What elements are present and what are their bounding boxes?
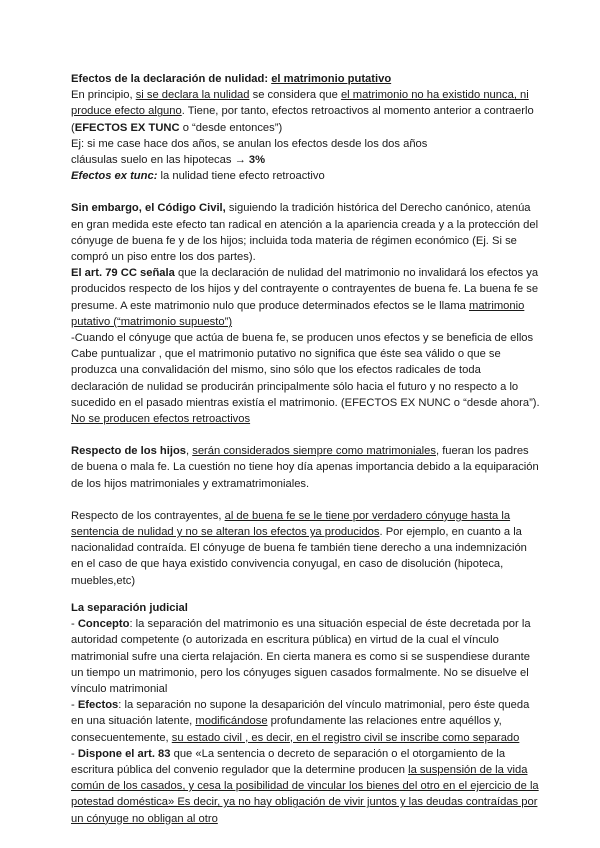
bold-text: Respecto de los hijos	[71, 445, 187, 458]
underlined-text: matrimonio putativo (“matrimonio supuesto”)	[71, 299, 525, 328]
text: la nulidad tiene efecto retroactivo	[157, 170, 325, 183]
spacer	[71, 589, 541, 600]
ex-tunc-definition	[71, 168, 541, 184]
spacer	[71, 427, 541, 443]
bold-text: 3%	[248, 154, 266, 167]
text: Respecto de los contrayentes,	[71, 509, 225, 522]
text: profundamente las relaciones entre aquéllos y, consecuentemente,	[71, 715, 502, 744]
section-title-nulidad	[71, 71, 541, 87]
text: En principio,	[71, 89, 136, 102]
text: -	[71, 618, 78, 631]
underlined-text: serán considerados siempre como matrimoniales	[192, 445, 436, 458]
bold-text: Sin embargo, el Código Civil,	[71, 202, 226, 215]
text: . Por ejemplo, en cuanto a la nacionalidad contraída. El cónyuge de buena fe también tiene derecho a una indemnización en el caso de que haya existido convivencia conyugal, en caso de disolución (hipoteca, muebles,etc)	[71, 526, 527, 587]
paragraph-codigo-civil	[71, 200, 541, 265]
underlined-text: el matrimonio no ha existido nunca, ni produce efecto alguno	[71, 89, 529, 118]
text: , fueran los padres de buena o mala fe. La cuestión no tiene hoy día apenas importancia debido a la equiparación de los hijos matrimoniales y extramatrimoniales.	[71, 445, 539, 490]
underlined-text: modificándose	[195, 715, 268, 728]
bold-text: El art. 79 CC señala	[71, 267, 175, 280]
bold-text: La separación judicial	[71, 601, 188, 614]
paragraph-principio	[71, 87, 541, 136]
bold-text: EFECTOS EX TUNC	[74, 121, 180, 134]
text: o “desde entonces”)	[179, 121, 283, 134]
text: siguiendo la tradición histórica del Derecho canónico, atenúa en gran medida este efecto tan radical en atención a la apariencia creada y a la protección del cónyuge de buena fe y de los hijos; incluida toda materia de régimen económico (Ej. Si se compró un piso entre los dos partes).	[71, 202, 539, 264]
underlined-text: la suspensión de la vida común de los casados, y cesa la posibilidad de vincular los bienes del otro en el ejercicio de la potestad doméstica» Es decir, ya no hay obligación de vivir juntos y las deudas contraídas por un cónyuge no obligan al otro	[71, 763, 539, 825]
paragraph-contrayentes	[71, 508, 541, 589]
document-page	[71, 71, 541, 827]
text: se considera que	[249, 89, 341, 102]
text: cláusulas suelo en las hipotecas →	[71, 154, 249, 167]
bold-text: Efectos	[77, 699, 119, 712]
spacer	[71, 492, 541, 508]
paragraph-art-79	[71, 265, 541, 330]
paragraph-concepto	[71, 616, 541, 697]
title-underlined: el matrimonio putativo	[271, 73, 392, 85]
paragraph-puntualizar	[71, 346, 541, 427]
paragraph-buena-fe: -Cuando el cónyuge que actúa de buena fe, se producen unos efectos y se beneficia de ellos	[71, 332, 534, 345]
text: -	[71, 747, 78, 760]
text: que la declaración de nulidad del matrimonio no invalidará los efectos ya producidos respecto de los hijos y del contrayente o contrayentes de buena fe. La buena fe se presume. A este matrimonio nulo que produce determinados efectos se le llama	[71, 267, 539, 312]
example-line-2	[71, 152, 541, 168]
text: que «La sentencia o decreto de separación o el otorgamiento de la escritura pública del convenio regulador que la determine producen	[71, 747, 506, 776]
paragraph-hijos	[71, 443, 541, 492]
text: : la separación del matrimonio es una situación especial de éste decretada por la autoridad competente (o autorizada en escritura pública) en virtud de la cual el vínculo matrimonial sufre una cierta relajación. En cierta manera es como si se suspendiese durante un tiempo un matrimonio, pero los cónyuges siguen casados formalmente. No se disuelve el vínculo matrimonial	[71, 618, 531, 695]
text: Cabe puntualizar , que el matrimonio putativo no significa que éste sea válido o que se produzca una convalidación del mismo, sino sólo que los efectos radicales de toda declaración de nulidad se producirán principalmente sólo hacia el futuro y no respecto a lo sucedido en el pasado mientras existía el matrimonio. (EFECTOS EX NUNC o “desde ahora”).	[71, 348, 540, 409]
paragraph-efectos	[71, 697, 541, 746]
bold-text: Dispone el art. 83	[77, 747, 171, 760]
title-text: Efectos de la declaración de nulidad:	[71, 73, 269, 85]
text: : la separación no supone la desaparición del vínculo matrimonial, pero éste queda en una situación latente,	[71, 699, 530, 728]
example-line: Ej: si me case hace dos años, se anulan los efectos desde los dos años	[71, 137, 428, 150]
underlined-text: su estado civil , es decir, en el registro civil se inscribe como separado	[171, 731, 520, 744]
section-title-separacion	[71, 600, 541, 616]
spacer	[71, 184, 541, 200]
bold-text: Concepto	[77, 618, 130, 631]
paragraph-art-83	[71, 746, 541, 827]
underlined-text: si se declara la nulidad	[135, 89, 250, 102]
text: . Tiene, por tanto, efectos retroactivos al momento anterior a contraerlo (	[71, 105, 534, 134]
underlined-text: No se producen efectos retroactivos	[71, 413, 251, 426]
underlined-text: al de buena fe se le tiene por verdadero cónyuge hasta la sentencia de nulidad y no se alteran los efectos ya producidos	[71, 509, 511, 539]
bold-italic-text: Efectos ex tunc:	[71, 170, 158, 183]
text: -	[71, 699, 78, 712]
text: ,	[186, 445, 193, 458]
